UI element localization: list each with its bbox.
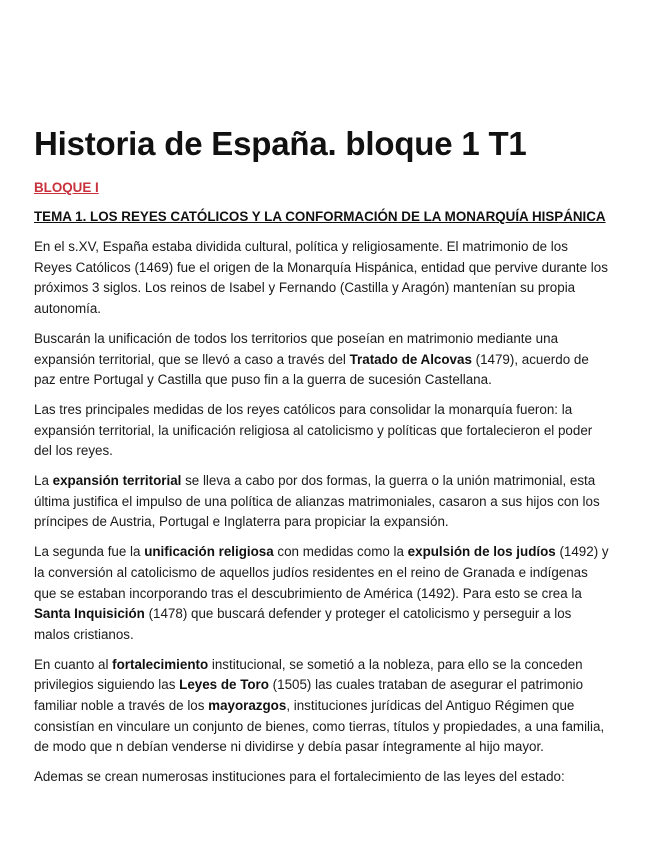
bloque-label: BLOQUE I <box>34 180 99 195</box>
document-page <box>34 122 609 797</box>
bold-term: Santa Inquisición <box>34 606 145 622</box>
text-run: (1478) que buscará defender y proteger el catolicismo y perseguir a los malos cristianos. <box>34 606 572 642</box>
text-run: institucional, se sometió a la nobleza, para ello se la conceden privilegios siguiendo las <box>34 656 583 693</box>
text-run: con medidas como la <box>273 544 408 560</box>
text-run: (1492) y la conversión al catolicismo de aquellos judíos residentes en el reino de Granada e indígenas que se estaban incorporando tras el descubrimiento de América (1492). Para esto se crea la <box>34 544 609 601</box>
paragraph-unification <box>34 329 609 391</box>
paragraph-intro: En el s.XV, España estaba dividida cultural, política y religiosamente. El matrimonio de los Reyes Católicos (1469) fue el origen de la Monarquía Hispánica, entidad que pervive durante los próximos 3 siglos. Los reinos de Isabel y Fernando (Castilla y Aragón) mantenían su propia autonomía. <box>34 239 608 317</box>
bold-term: Tratado de Alcovas <box>349 351 472 367</box>
bold-term: mayorazgos <box>208 698 287 714</box>
text-run: (1505) las cuales trataban de asegurar el patrimonio familiar noble a través de los <box>34 677 584 714</box>
text-run: En cuanto al <box>34 656 113 672</box>
text-run: La segunda fue la <box>34 544 145 560</box>
text-run: (1479), acuerdo de paz entre Portugal y Castilla que puso fin a la guerra de sucesión Castellana. <box>34 351 589 388</box>
bold-term: expansión territorial <box>52 473 182 489</box>
text-run: , instituciones jurídicas del Antiguo Régimen que consistían en vinculare un conjunto de bienes, como tierras, títulos y propiedades, a una familia, de modo que n debían venderse ni dividirse y debía pasar íntegramente al hijo mayor. <box>34 698 605 755</box>
bold-term: unificación religiosa <box>144 544 274 560</box>
tema-heading: TEMA 1. LOS REYES CATÓLICOS Y LA CONFORMACIÓN DE LA MONARQUÍA HISPÁNICA <box>34 209 606 224</box>
paragraph-institutions: Ademas se crean numerosas instituciones para el fortalecimiento de las leyes del estado: <box>34 769 565 785</box>
bold-term: expulsión de los judíos <box>407 544 556 560</box>
text-run: La <box>34 473 53 489</box>
paragraph-expansion <box>34 471 609 533</box>
paragraph-measures: Las tres principales medidas de los reyes católicos para consolidar la monarquía fueron: la expansión territorial, la unificación religiosa al catolicismo y políticas que fortalecieron el poder del los reyes. <box>34 401 593 459</box>
page-title: Historia de España. bloque 1 T1 <box>34 125 527 162</box>
paragraph-institutional <box>34 655 609 759</box>
paragraph-religion <box>34 542 609 646</box>
text-run: se lleva a cabo por dos formas, la guerra o la unión matrimonial, esta última justifica el impulso de una política de alianzas matrimoniales, casaron a sus hijos con los príncipes de Austria, Portugal e Inglaterra para propiciar la expansión. <box>34 473 600 530</box>
bold-term: fortalecimiento <box>112 656 209 672</box>
bold-term: Leyes de Toro <box>179 677 269 693</box>
text-run: Buscarán la unificación de todos los territorios que poseían en matrimonio mediante una expansión territorial, que se llevó a caso a través del <box>34 330 559 367</box>
